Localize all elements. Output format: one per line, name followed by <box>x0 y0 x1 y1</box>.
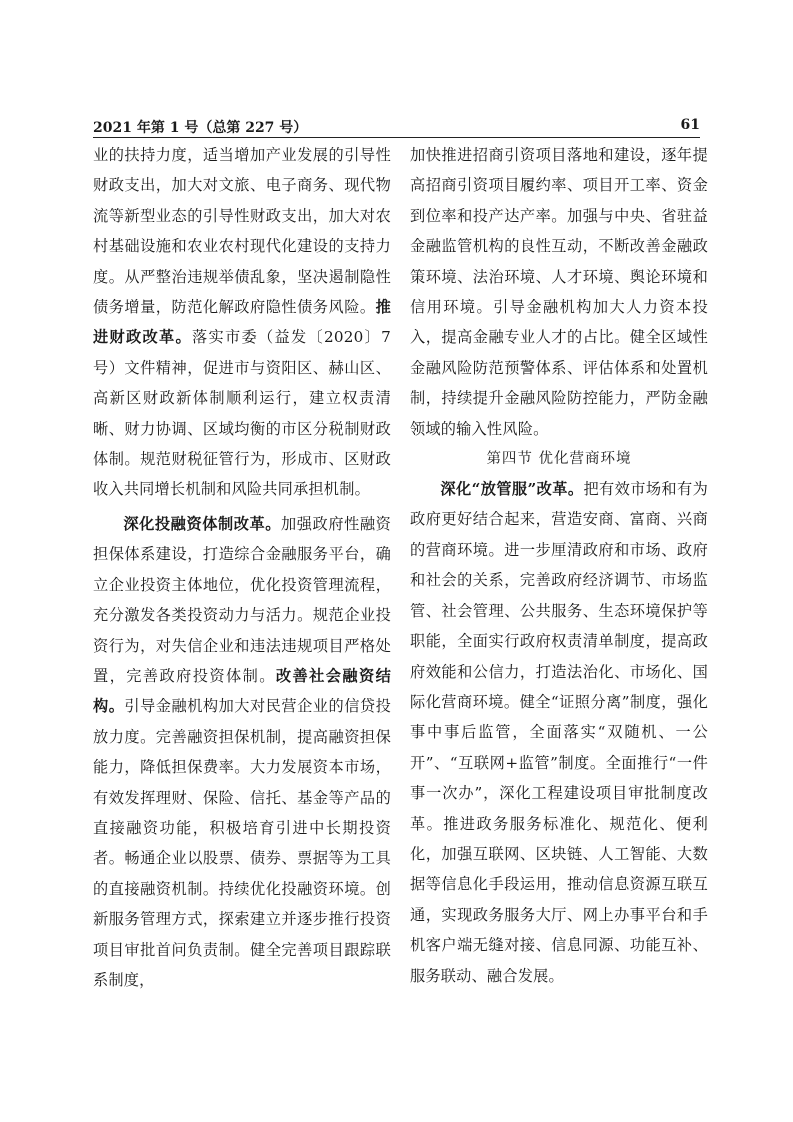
paragraph-text: 把有效市场和有为政府更好结合起来，营造安商、富商、兴商的营商环境。进一步厘清政府和市场、政府和社会的关系，完善政府经济调节、市场监管、社会管理、公共服务、生态环境保护等职能，全面实行政府权责清单制度，提高政府效能和公信力，打造法治化、市场化、国际化营商环境。健全“证照分离”制度，强化事中事后监管，全面落实“双随机、一公开”、“互联网+监管”制度。全面推行“一件事一次办”，深化工程建设项目审批制度改革。推进政务服务标准化、规范化、便利化，加强互联网、区块链、人工智能、大数据等信息化手段运用，推动信息资源互联互通，实现政务服务大厅、网上办事平台和手机客户端无缝对接、信息同源、功能互补、服务联动、融合发展。 <box>410 480 708 985</box>
paragraph-text: 加强政府性融资担保体系建设，打造综合金融服务平台，确立企业投资主体地位，优化投资管理流程，充分激发各类投资动力与活力。规范企业投资行为，对失信企业和违法违规项目严格处置，完善政府投资体制。 <box>93 514 391 685</box>
page-number: 61 <box>680 117 700 133</box>
paragraph-fiscal <box>93 140 391 505</box>
bold-heading-investment-reform: 深化投融资体制改革。 <box>123 514 282 533</box>
paragraph-text: 落实市委（益发〔2020〕7 号）文件精神，促进市与资阳区、赫山区、高新区财政新体制顺利运行，建立权责清晰、财力协调、区域均衡的市区分税制财政体制。规范财税征管行为，形成市、区财政收入共同增长机制和风险共同承担机制。 <box>93 328 391 499</box>
bold-heading-financing-structure: 改善社会融资结构。 <box>93 666 392 716</box>
left-column <box>93 140 391 995</box>
paragraph-business-environment <box>410 474 708 991</box>
paragraph-text: 业的扶持力度，适当增加产业发展的引导性财政支出，加大对文旅、电子商务、现代物流等新型业态的引导性财政支出，加大对农村基础设施和农业农村现代化建设的支持力度。从严整治违规举债乱象，坚决遏制隐性债务增量，防范化解政府隐性债务风险。 <box>93 146 391 317</box>
page-header <box>93 115 700 138</box>
paragraph-text: 引导金融机构加大对民营企业的信贷投放力度。完善融资担保机制，提高融资担保能力，降低担保费率。大力发展资本市场，有效发挥理财、保险、信托、基金等产品的直接融资功能，积极培育引进中长期投资者。畅通企业以股票、债券、票据等为工具的直接融资机制。持续优化投融资环境。创新服务管理方式，探索建立并逐步推行投资项目审批首问负责制。健全完善项目跟踪联系制度， <box>93 697 391 989</box>
paragraph-investment <box>93 509 391 996</box>
bold-heading-reform: 深化“放管服”改革。 <box>440 480 584 499</box>
right-column <box>410 140 708 991</box>
section-title: 第四节 优化营商环境 <box>486 451 632 468</box>
issue-label: 2021 年第 1 号（总第 227 号） <box>93 120 308 136</box>
paragraph-finance: 加快推进招商引资项目落地和建设，逐年提高招商引资项目履约率、项目开工率、资金到位率和投产达产率。加强与中央、省驻益金融监管机构的良性互动，不断改善金融政策环境、法治环境、人才环境、舆论环境和信用环境。引导金融机构加大人力资本投入，提高金融专业人才的占比。健全区域性金融风险防范预警体系、评估体系和处置机制，持续提升金融风险防控能力，严防金融领域的输入性风险。 <box>410 146 708 438</box>
bold-heading-fiscal-reform: 推进财政改革。 <box>93 298 391 347</box>
